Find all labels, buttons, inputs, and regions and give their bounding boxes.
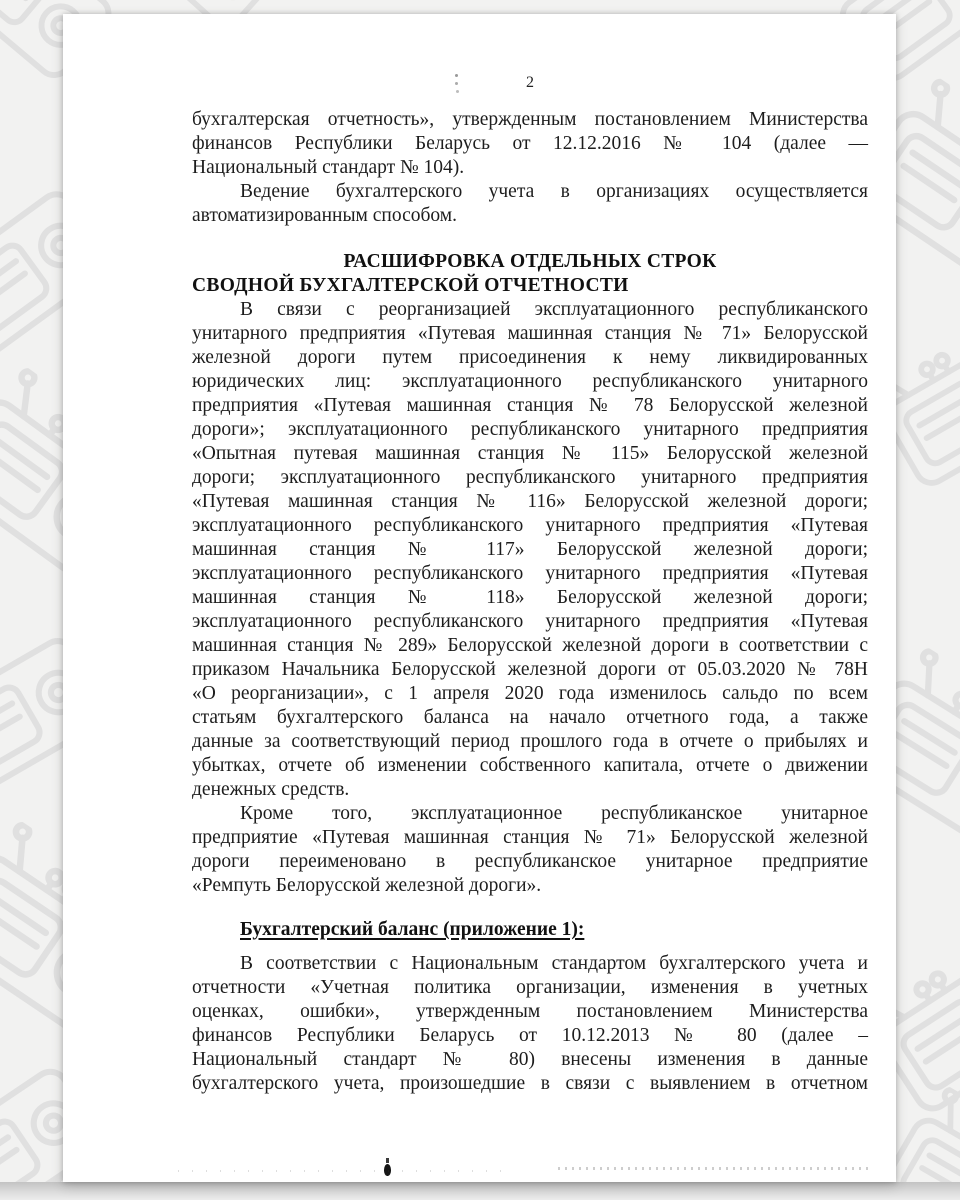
text-line: статьям бухгалтерского баланса на начало отчетного года, а также [192,707,868,728]
text-line: денежных средств. [192,779,350,800]
text-line: дороги»; эксплуатационного республиканского унитарного предприятия [192,419,868,440]
text-line: эксплуатационного республиканского унитарного предприятия «Путевая [192,563,868,584]
text-line: унитарного предприятия «Путевая машинная станция № 71» Белорусской [192,323,868,344]
page-number: 2 [526,74,534,91]
text-line: «Путевая машинная станция № 116» Белорусской железной дороги; [192,491,868,512]
text-line: оценках, ошибки», утвержденным постановлением Министерства [192,1001,868,1022]
scan-artifact-noise-row-right [558,1167,868,1170]
text-line: предприятия «Путевая машинная станция № 78 Белорусской железной [192,395,868,416]
scan-edge-strip [0,1182,960,1200]
text-line: железной дороги путем присоединения к нему ликвидированных [192,347,868,368]
text-line: автоматизированным способом. [192,205,458,226]
document-page [63,14,896,1182]
paragraph-vedenie-ucheta [192,180,868,228]
text-line: данные за соответствующий период прошлого года в отчете о прибылях и [192,731,868,752]
text-line: В связи с реорганизацией эксплуатационного республиканского [240,299,868,320]
text-line: машинная станция № 118» Белорусской железной дороги; [192,587,868,608]
paragraph-continuation-natstandard104 [192,108,868,180]
text-line: эксплуатационного республиканского унитарного предприятия «Путевая [192,515,868,536]
scan-artifact-specks [455,74,458,77]
text-line: убытках, отчете об изменении собственного капитала, отчете о движении [192,755,868,776]
text-line: машинная станция № 289» Белорусской железной дороги в соответствии с [192,635,868,656]
text-line: эксплуатационного республиканского унитарного предприятия «Путевая [192,611,868,632]
text-line: дороги переименовано в республиканское унитарное предприятие [192,851,868,872]
text-line: Ведение бухгалтерского учета в организациях осуществляется [240,181,868,202]
text-line: СВОДНОЙ БУХГАЛТЕРСКОЙ ОТЧЕТНОСТИ [192,275,629,296]
text-line: Национальный стандарт № 104). [192,157,465,178]
text-line: машинная станция № 117» Белорусской железной дороги; [192,539,868,560]
subheading-buhgalterskiy-balans [192,918,868,942]
text-line: предприятие «Путевая машинная станция № 71» Белорусской железной [192,827,868,848]
text-line: «Ремпуть Белорусской железной дороги». [192,875,542,896]
text-line: приказом Начальника Белорусской железной дороги от 05.03.2020 № 78Н [192,659,868,680]
text-line: В соответствии с Национальным стандартом бухгалтерского учета и [240,953,868,974]
text-line: «Опытная путевая машинная станция № 115» Белорусской железной [192,443,868,464]
section-heading-rasshifrovka [192,250,868,298]
scan-artifact-noise-row-left [178,1170,508,1172]
subheading-underlined-text: Бухгалтерский баланс (приложение 1): [240,919,585,940]
text-line: Национальный стандарт № 80) внесены изменения в данные [192,1049,868,1070]
text-line: бухгалтерского учета, произошедшие в связи с выявлением в отчетном [192,1073,868,1094]
text-line: финансов Республики Беларусь от 12.12.2016 № 104 (далее — [192,133,868,154]
text-line: РАСШИФРОВКА ОТДЕЛЬНЫХ СТРОК [343,251,717,272]
text-line: дороги; эксплуатационного республиканского унитарного предприятия [192,467,868,488]
text-line: финансов Республики Беларусь от 10.12.2013 № 80 (далее – [192,1025,868,1046]
text-line: Кроме того, эксплуатационное республиканское унитарное [240,803,868,824]
paragraph-reorganizaciya [192,298,868,802]
text-line: отчетности «Учетная политика организации, изменения в учетных [192,977,868,998]
text-line: юридических лиц: эксплуатационного республиканского унитарного [192,371,868,392]
paragraph-nacstandard80 [192,952,868,1096]
text-line: бухгалтерская отчетность», утвержденным постановлением Министерства [192,109,868,130]
paragraph-pereimenovanie [192,802,868,898]
text-line: «О реорганизации», с 1 апреля 2020 года изменилось сальдо по всем [192,683,868,704]
